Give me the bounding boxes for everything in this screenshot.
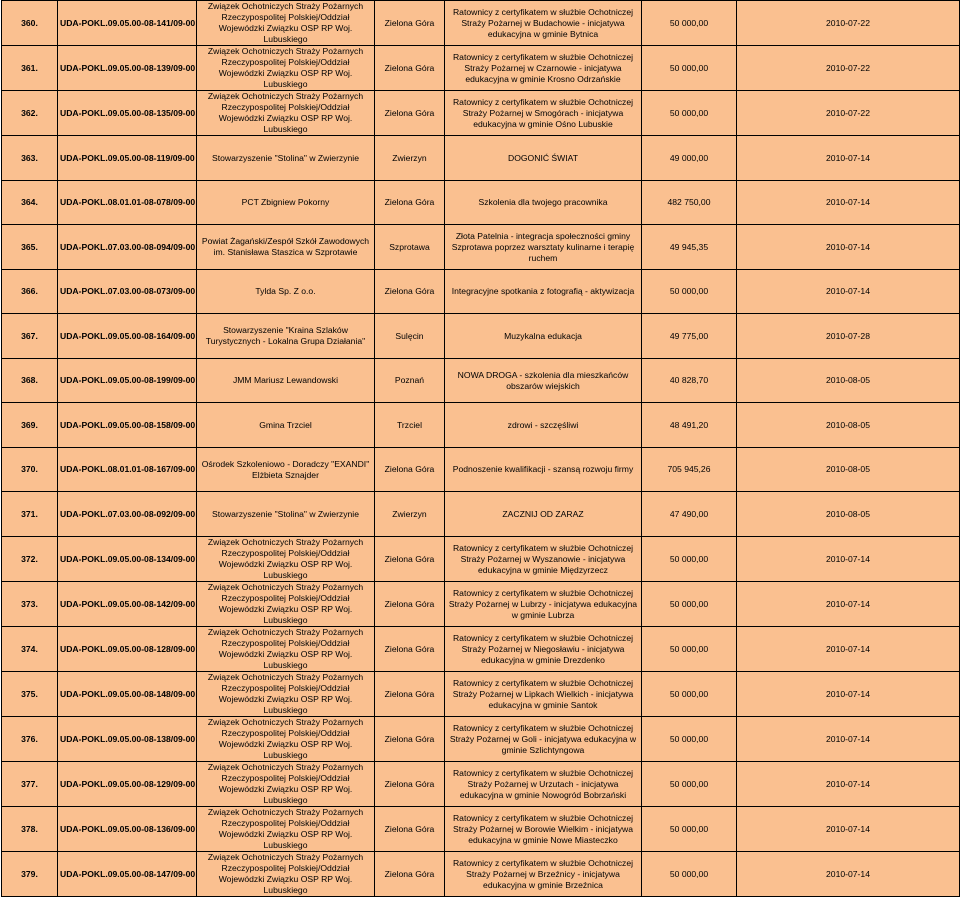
amount: 50 000,00	[642, 270, 737, 314]
date: 2010-07-14	[737, 582, 960, 627]
city: Sulęcin	[375, 314, 445, 359]
contract-number: UDA-POKL.07.03.00-08-073/09-00	[58, 270, 197, 314]
table-row	[2, 717, 960, 762]
date: 2010-07-22	[737, 46, 960, 91]
row-number: 373.	[2, 582, 58, 627]
date: 2010-08-05	[737, 359, 960, 403]
city: Zielona Góra	[375, 537, 445, 582]
table-row	[2, 1, 960, 46]
amount: 50 000,00	[642, 717, 737, 762]
row-number: 375.	[2, 672, 58, 717]
city: Zielona Góra	[375, 46, 445, 91]
project-title: NOWA DROGA - szkolenia dla mieszkańców obszarów wiejskich	[445, 359, 642, 403]
amount: 50 000,00	[642, 762, 737, 807]
table-row	[2, 46, 960, 91]
date: 2010-07-14	[737, 181, 960, 225]
table-row	[2, 359, 960, 403]
table-row	[2, 537, 960, 582]
beneficiary: Tylda Sp. Z o.o.	[197, 270, 375, 314]
date: 2010-07-22	[737, 1, 960, 46]
beneficiary: Stowarzyszenie "Stolina" w Zwierzynie	[197, 492, 375, 537]
contract-number: UDA-POKL.08.01.01-08-167/09-00	[58, 448, 197, 492]
row-number: 374.	[2, 627, 58, 672]
date: 2010-07-28	[737, 314, 960, 359]
amount: 49 945,35	[642, 225, 737, 270]
table-row	[2, 314, 960, 359]
amount: 482 750,00	[642, 181, 737, 225]
beneficiary: Ośrodek Szkoleniowo - Doradczy "EXANDI" Elżbieta Sznajder	[197, 448, 375, 492]
amount: 50 000,00	[642, 807, 737, 852]
beneficiary: Związek Ochotniczych Straży Pożarnych Rzeczypospolitej Polskiej/Oddział Wojewódzki Związku OSP RP Woj. Lubuskiego	[197, 717, 375, 762]
contract-number: UDA-POKL.09.05.00-08-129/09-00	[58, 762, 197, 807]
project-title: ZACZNIJ OD ZARAZ	[445, 492, 642, 537]
row-number: 360.	[2, 1, 58, 46]
row-number: 369.	[2, 403, 58, 448]
city: Zielona Góra	[375, 672, 445, 717]
row-number: 376.	[2, 717, 58, 762]
project-title: Muzykalna edukacja	[445, 314, 642, 359]
beneficiary: Związek Ochotniczych Straży Pożarnych Rzeczypospolitej Polskiej/Oddział Wojewódzki Związku OSP RP Woj. Lubuskiego	[197, 537, 375, 582]
amount: 47 490,00	[642, 492, 737, 537]
date: 2010-07-22	[737, 91, 960, 136]
project-title: Ratownicy z certyfikatem w służbie Ochotniczej Straży Pożarnej w Urzutach - inicjatywa edukacyjna w gminie Nowogród Bobrzański	[445, 762, 642, 807]
row-number: 364.	[2, 181, 58, 225]
project-title: DOGONIĆ ŚWIAT	[445, 136, 642, 181]
table-row	[2, 852, 960, 897]
row-number: 367.	[2, 314, 58, 359]
row-number: 371.	[2, 492, 58, 537]
city: Szprotawa	[375, 225, 445, 270]
table-row	[2, 448, 960, 492]
beneficiary: Związek Ochotniczych Straży Pożarnych Rzeczypospolitej Polskiej/Oddział Wojewódzki Związku OSP RP Woj. Lubuskiego	[197, 762, 375, 807]
contract-number: UDA-POKL.07.03.00-08-094/09-00	[58, 225, 197, 270]
project-title: Ratownicy z certyfikatem w służbie Ochotniczej Straży Pożarnej w Lipkach Wielkich - inicjatywa edukacyjna w gminie Santok	[445, 672, 642, 717]
table-row	[2, 136, 960, 181]
contract-number: UDA-POKL.09.05.00-08-147/09-00	[58, 852, 197, 897]
table-row	[2, 672, 960, 717]
amount: 50 000,00	[642, 672, 737, 717]
contract-number: UDA-POKL.09.05.00-08-134/09-00	[58, 537, 197, 582]
contract-number: UDA-POKL.09.05.00-08-164/09-00	[58, 314, 197, 359]
contract-number: UDA-POKL.09.05.00-08-141/09-00	[58, 1, 197, 46]
contract-number: UDA-POKL.09.05.00-08-119/09-00	[58, 136, 197, 181]
city: Zwierzyn	[375, 136, 445, 181]
contract-number: UDA-POKL.08.01.01-08-078/09-00	[58, 181, 197, 225]
contract-number: UDA-POKL.09.05.00-08-158/09-00	[58, 403, 197, 448]
table-row	[2, 270, 960, 314]
amount: 40 828,70	[642, 359, 737, 403]
project-title: Ratownicy z certyfikatem w służbie Ochotniczej Straży Pożarnej w Czarnowie - inicjatywa edukacyjna w gminie Krosno Odrzańskie	[445, 46, 642, 91]
project-title: Ratownicy z certyfikatem w służbie Ochotniczej Straży Pożarnej w Niegosławiu - inicjatywa edukacyjna w gminie Drezdenko	[445, 627, 642, 672]
table-row	[2, 762, 960, 807]
date: 2010-07-14	[737, 672, 960, 717]
amount: 50 000,00	[642, 852, 737, 897]
contract-number: UDA-POKL.09.05.00-08-135/09-00	[58, 91, 197, 136]
contract-number: UDA-POKL.09.05.00-08-139/09-00	[58, 46, 197, 91]
contract-number: UDA-POKL.07.03.00-08-092/09-00	[58, 492, 197, 537]
beneficiary: Związek Ochotniczych Straży Pożarnych Rzeczypospolitej Polskiej/Oddział Wojewódzki Związku OSP RP Woj. Lubuskiego	[197, 91, 375, 136]
project-title: Złota Patelnia - integracja społeczności gminy Szprotawa poprzez warsztaty kulinarne i terapię ruchem	[445, 225, 642, 270]
amount: 48 491,20	[642, 403, 737, 448]
contract-number: UDA-POKL.09.05.00-08-148/09-00	[58, 672, 197, 717]
contract-number: UDA-POKL.09.05.00-08-199/09-00	[58, 359, 197, 403]
date: 2010-08-05	[737, 492, 960, 537]
date: 2010-08-05	[737, 403, 960, 448]
city: Zielona Góra	[375, 852, 445, 897]
beneficiary: Związek Ochotniczych Straży Pożarnych Rzeczypospolitej Polskiej/Oddział Wojewódzki Związku OSP RP Woj. Lubuskiego	[197, 807, 375, 852]
project-title: Ratownicy z certyfikatem w służbie Ochotniczej Straży Pożarnej w Budachowie - inicjatywa edukacyjna w gminie Bytnica	[445, 1, 642, 46]
row-number: 365.	[2, 225, 58, 270]
contract-number: UDA-POKL.09.05.00-08-136/09-00	[58, 807, 197, 852]
beneficiary: Związek Ochotniczych Straży Pożarnych Rzeczypospolitej Polskiej/Oddział Wojewódzki Związku OSP RP Woj. Lubuskiego	[197, 672, 375, 717]
city: Zielona Góra	[375, 582, 445, 627]
table-row	[2, 582, 960, 627]
beneficiary: Powiat Żagański/Zespół Szkół Zawodowych im. Stanisława Staszica w Szprotawie	[197, 225, 375, 270]
city: Poznań	[375, 359, 445, 403]
project-title: Ratownicy z certyfikatem w służbie Ochotniczej Straży Pożarnej w Wyszanowie - inicjatywa edukacyjna w gminie Międzyrzecz	[445, 537, 642, 582]
amount: 705 945,26	[642, 448, 737, 492]
amount: 50 000,00	[642, 537, 737, 582]
date: 2010-07-14	[737, 627, 960, 672]
date: 2010-07-14	[737, 852, 960, 897]
city: Trzciel	[375, 403, 445, 448]
date: 2010-07-14	[737, 270, 960, 314]
beneficiary: Związek Ochotniczych Straży Pożarnych Rzeczypospolitej Polskiej/Oddział Wojewódzki Związku OSP RP Woj. Lubuskiego	[197, 1, 375, 46]
beneficiary: JMM Mariusz Lewandowski	[197, 359, 375, 403]
project-title: Ratownicy z certyfikatem w służbie Ochotniczej Straży Pożarnej w Smogórach - inicjatywa edukacyjna w gminie Ośno Lubuskie	[445, 91, 642, 136]
row-number: 368.	[2, 359, 58, 403]
row-number: 379.	[2, 852, 58, 897]
project-title: Ratownicy z certyfikatem w służbie Ochotniczej Straży Pożarnej w Goli - inicjatywa edukacyjna w gminie Szlichtyngowa	[445, 717, 642, 762]
city: Zielona Góra	[375, 717, 445, 762]
project-title: Integracyjne spotkania z fotografią - aktywizacja	[445, 270, 642, 314]
table-row	[2, 492, 960, 537]
row-number: 363.	[2, 136, 58, 181]
beneficiary: Stowarzyszenie "Kraina Szlaków Turystycznych - Lokalna Grupa Działania"	[197, 314, 375, 359]
project-title: Ratownicy z certyfikatem w służbie Ochotniczej Straży Pożarnej w Lubrzy - inicjatywa edukacyjna w gminie Lubrza	[445, 582, 642, 627]
city: Zielona Góra	[375, 807, 445, 852]
row-number: 377.	[2, 762, 58, 807]
contract-number: UDA-POKL.09.05.00-08-142/09-00	[58, 582, 197, 627]
date: 2010-07-14	[737, 717, 960, 762]
row-number: 361.	[2, 46, 58, 91]
city: Zielona Góra	[375, 1, 445, 46]
table-row	[2, 403, 960, 448]
beneficiary: Związek Ochotniczych Straży Pożarnych Rzeczypospolitej Polskiej/Oddział Wojewódzki Związku OSP RP Woj. Lubuskiego	[197, 852, 375, 897]
project-title: zdrowi - szczęśliwi	[445, 403, 642, 448]
city: Zielona Góra	[375, 91, 445, 136]
project-title: Szkolenia dla twojego pracownika	[445, 181, 642, 225]
date: 2010-07-14	[737, 537, 960, 582]
amount: 50 000,00	[642, 91, 737, 136]
date: 2010-07-14	[737, 807, 960, 852]
table-row	[2, 91, 960, 136]
project-title: Ratownicy z certyfikatem w służbie Ochotniczej Straży Pożarnej w Borowie Wielkim - inicjatywa edukacyjna w gminie Nowe Miasteczko	[445, 807, 642, 852]
date: 2010-08-05	[737, 448, 960, 492]
beneficiary: Związek Ochotniczych Straży Pożarnych Rzeczypospolitej Polskiej/Oddział Wojewódzki Związku OSP RP Woj. Lubuskiego	[197, 46, 375, 91]
table-row	[2, 627, 960, 672]
row-number: 366.	[2, 270, 58, 314]
city: Zielona Góra	[375, 448, 445, 492]
amount: 50 000,00	[642, 627, 737, 672]
city: Zielona Góra	[375, 627, 445, 672]
beneficiary: PCT Zbigniew Pokorny	[197, 181, 375, 225]
city: Zielona Góra	[375, 270, 445, 314]
row-number: 372.	[2, 537, 58, 582]
beneficiary: Stowarzyszenie "Stolina" w Zwierzynie	[197, 136, 375, 181]
beneficiary: Gmina Trzciel	[197, 403, 375, 448]
date: 2010-07-14	[737, 762, 960, 807]
beneficiary: Związek Ochotniczych Straży Pożarnych Rzeczypospolitej Polskiej/Oddział Wojewódzki Związku OSP RP Woj. Lubuskiego	[197, 627, 375, 672]
row-number: 378.	[2, 807, 58, 852]
table-row	[2, 807, 960, 852]
city: Zielona Góra	[375, 762, 445, 807]
amount: 50 000,00	[642, 582, 737, 627]
city: Zwierzyn	[375, 492, 445, 537]
date: 2010-07-14	[737, 225, 960, 270]
project-title: Ratownicy z certyfikatem w służbie Ochotniczej Straży Pożarnej w Brzeźnicy - inicjatywa edukacyjna w gminie Brzeźnica	[445, 852, 642, 897]
amount: 50 000,00	[642, 1, 737, 46]
amount: 49 000,00	[642, 136, 737, 181]
contract-number: UDA-POKL.09.05.00-08-128/09-00	[58, 627, 197, 672]
contract-number: UDA-POKL.09.05.00-08-138/09-00	[58, 717, 197, 762]
amount: 49 775,00	[642, 314, 737, 359]
amount: 50 000,00	[642, 46, 737, 91]
city: Zielona Góra	[375, 181, 445, 225]
grants-table	[1, 0, 960, 897]
project-title: Podnoszenie kwalifikacji - szansą rozwoju firmy	[445, 448, 642, 492]
beneficiary: Związek Ochotniczych Straży Pożarnych Rzeczypospolitej Polskiej/Oddział Wojewódzki Związku OSP RP Woj. Lubuskiego	[197, 582, 375, 627]
table-row	[2, 181, 960, 225]
table-row	[2, 225, 960, 270]
date: 2010-07-14	[737, 136, 960, 181]
row-number: 362.	[2, 91, 58, 136]
row-number: 370.	[2, 448, 58, 492]
